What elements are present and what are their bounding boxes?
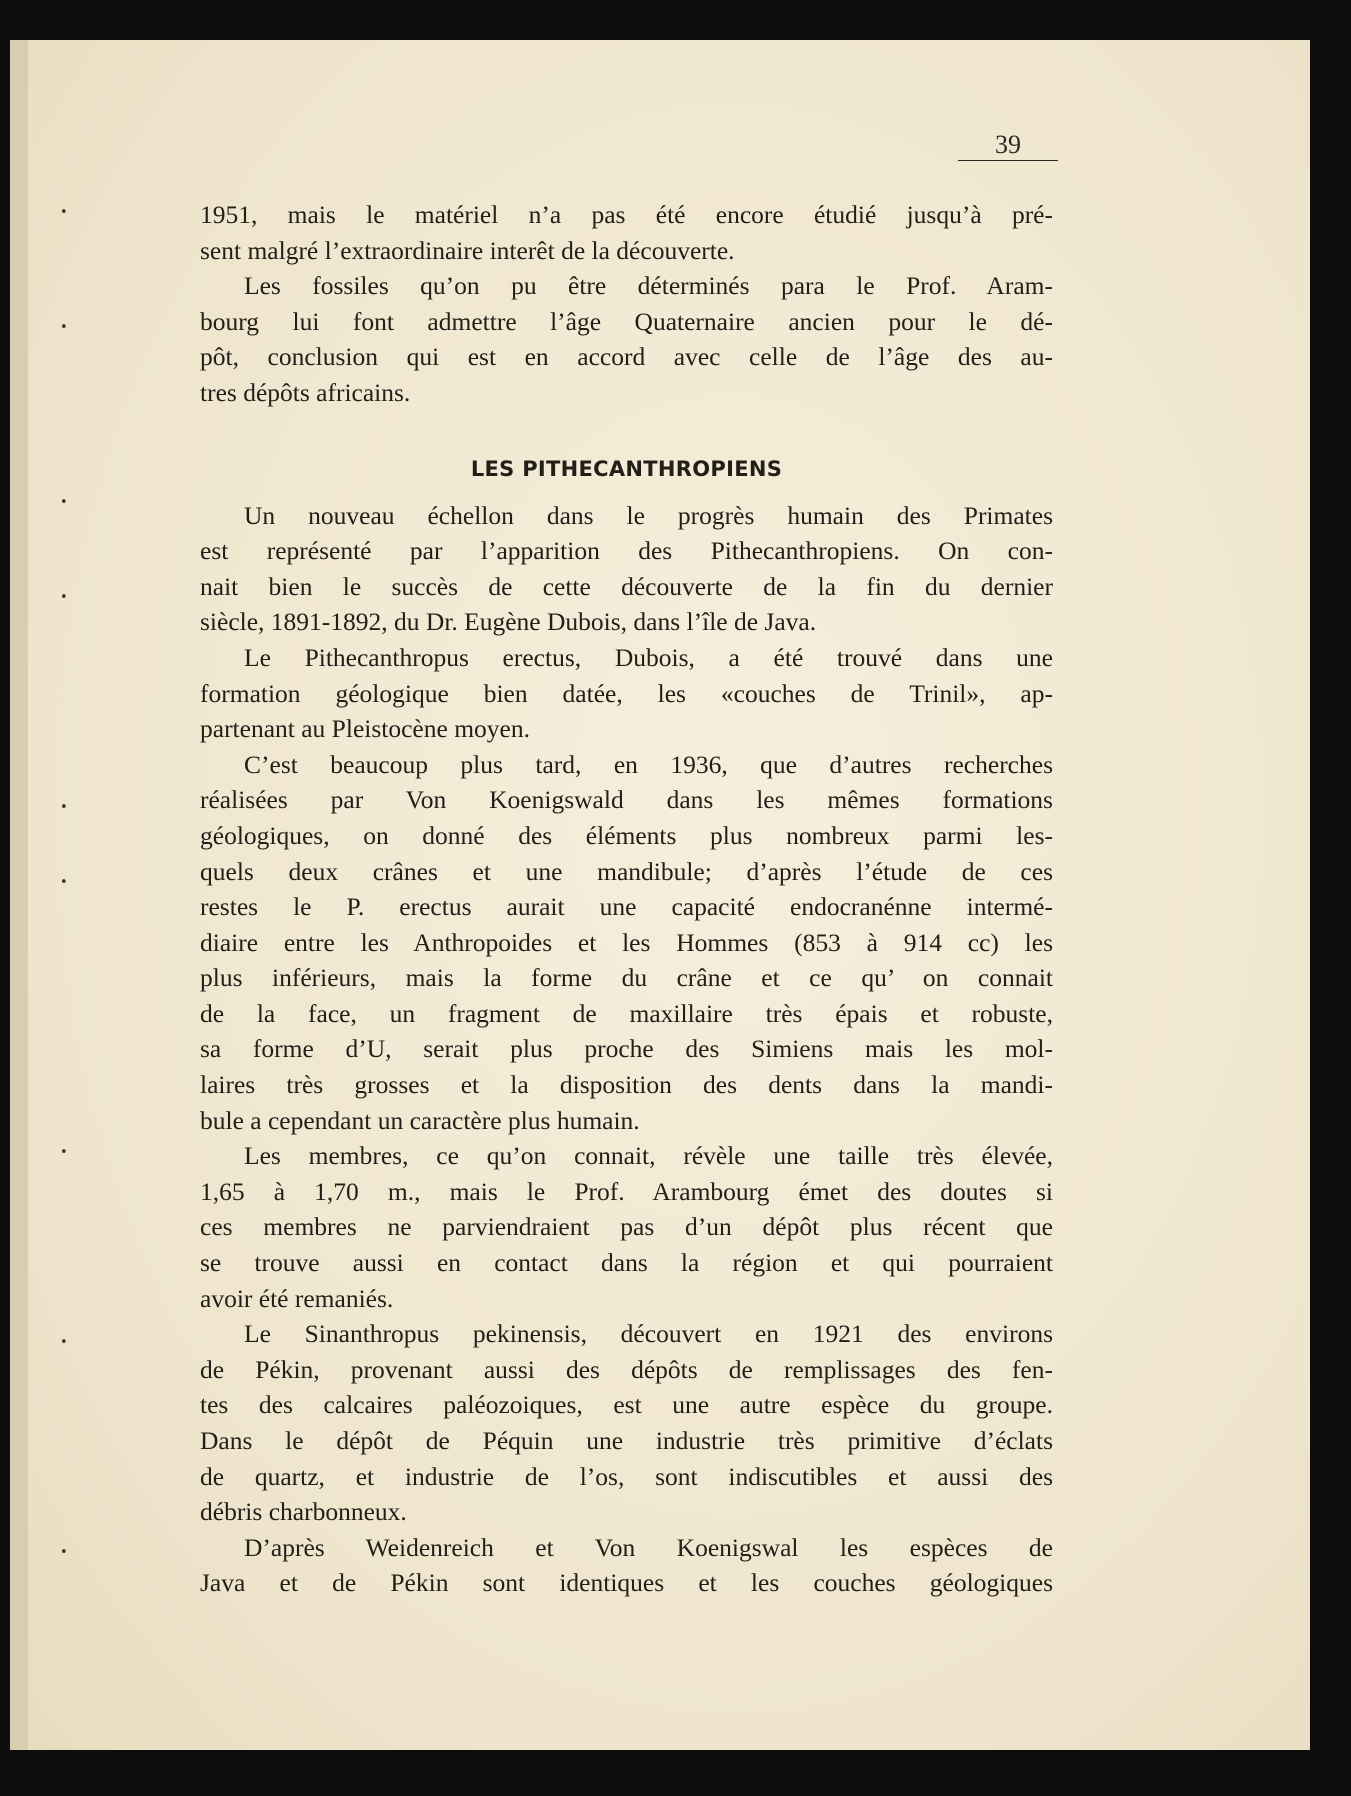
margin-speck: • [60,590,68,605]
text-line: ces membres ne parviendraient pas d’un dépôt plus récent que [200,1212,1053,1242]
margin-speck: • [60,1145,68,1160]
body-text [200,197,1053,1601]
margin-speck: • [60,495,68,510]
margin-speck: • [60,800,68,815]
text-line: tes des calcaires paléozoiques, est une autre espèce du groupe. [200,1390,1053,1420]
page-number: 39 [958,130,1058,161]
text-line: quels deux crânes et une mandibule; d’après l’étude de ces [200,856,1053,886]
paragraph [200,197,1053,268]
margin-speck: • [60,1335,68,1350]
text-line: siècle, 1891-1892, du Dr. Eugène Dubois, dans l’île de Java. [200,607,817,637]
text-line: Dans le dépôt de Péquin une industrie très primitive d’éclats [200,1426,1053,1455]
text-line: diaire entre les Anthropoides et les Hommes (853 à 914 cc) les [200,927,1053,957]
margin-speck: • [60,875,68,890]
text-line: partenant au Pleistocène moyen. [200,714,530,744]
margin-speck: • [60,320,68,335]
text-line: bule a cependant un caractère plus humain. [200,1105,640,1135]
text-line: D’après Weidenreich et Von Koenigswal les espèces de [244,1532,1053,1562]
margin-speck: • [60,205,68,220]
paragraph [200,268,1053,410]
text-line: de Pékin, provenant aussi des dépôts de remplissages des fen- [200,1354,1053,1384]
text-line: Le Pithecanthropus erectus, Dubois, a été trouvé dans une [244,642,1053,672]
paragraph [200,747,1053,1139]
paragraph [200,1138,1053,1316]
text-line: Les membres, ce qu’on connait, révèle une taille très élevée, [244,1141,1053,1171]
text-line: géologiques, on donné des éléments plus nombreux parmi les- [200,820,1053,850]
text-line: sent malgré l’extraordinaire interêt de la découverte. [200,235,735,265]
text-line: nait bien le succès de cette découverte de la fin du dernier [200,571,1053,601]
paragraph [200,498,1053,640]
text-line: formation géologique bien datée, les «couches de Trinil», ap- [200,678,1053,708]
text-line: laires très grosses et la disposition des dents dans la mandi- [200,1070,1053,1100]
paragraph [200,640,1053,747]
text-line: bourg lui font admettre l’âge Quaternaire ancien pour le dé- [200,306,1053,336]
text-line: tres dépôts africains. [200,377,411,407]
section-heading: LES PITHECANTHROPIENS [470,456,783,481]
binding-margin-marks [50,140,80,1640]
text-line: Les fossiles qu’on pu être déterminés para le Prof. Aram- [244,271,1053,301]
text-line: plus inférieurs, mais la forme du crâne et ce qu’ on connait [200,963,1053,993]
text-line: restes le P. erectus aurait une capacité endocranénne intermé- [200,892,1053,922]
text-line: 1951, mais le matériel n’a pas été encore étudié jusqu’à pré- [200,200,1053,229]
text-line: pôt, conclusion qui est en accord avec celle de l’âge des au- [200,342,1053,372]
text-line: Le Sinanthropus pekinensis, découvert en 1921 des environs [244,1319,1053,1349]
text-line: avoir été remaniés. [200,1283,394,1313]
text-line: 1,65 à 1,70 m., mais le Prof. Arambourg émet des doutes si [200,1176,1053,1206]
paragraph [200,1316,1053,1530]
text-line: réalisées par Von Koenigswald dans les mêmes formations [200,785,1053,815]
text-line: sa forme d’U, serait plus proche des Simiens mais les mol- [200,1034,1053,1064]
text-line: Java et de Pékin sont identiques et les couches géologiques [200,1568,1053,1598]
margin-speck: • [60,1545,68,1560]
text-line: se trouve aussi en contact dans la région et qui pourraient [200,1248,1053,1278]
text-line: de quartz, et industrie de l’os, sont indiscutibles et aussi des [200,1461,1053,1491]
text-line: de la face, un fragment de maxillaire très épais et robuste, [200,998,1053,1028]
text-line: C’est beaucoup plus tard, en 1936, que d’autres recherches [244,749,1053,779]
text-line: est représenté par l’apparition des Pithecanthropiens. On con- [200,536,1053,566]
text-line: Un nouveau échellon dans le progrès humain des Primates [244,500,1053,530]
text-line: débris charbonneux. [200,1497,407,1527]
paragraph [200,1530,1053,1601]
